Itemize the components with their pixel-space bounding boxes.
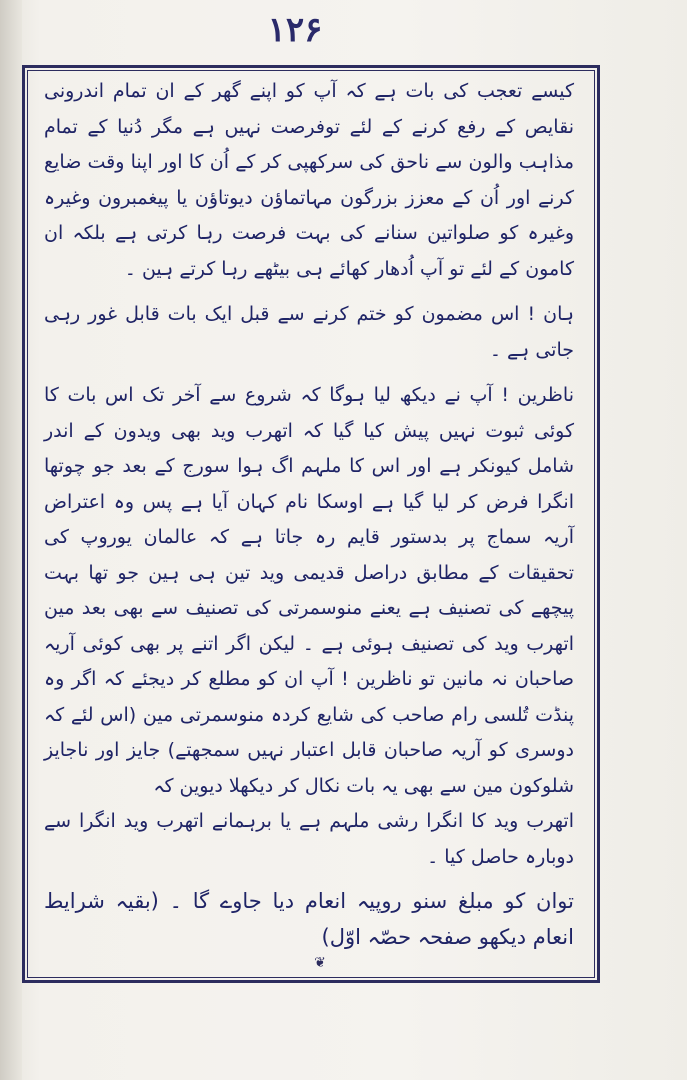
page-body-text: [44, 74, 574, 955]
paragraph-2: ہان ! اس مضمون کو ختم کرنے سے قبل ایک بات قابل غور رہی جاتی ہے ۔: [44, 303, 574, 361]
paragraph-1: کیسے تعجب کی بات ہے کہ آپ کو اپنے گھر کے ان تمام اندرونی نقایص کے رفع کرنے کے لئے توفرصت نہیں ہے مگر دُنیا کے تمام مذاہب والون سے ناحق کی سرکھپی کر کے اُن کا اور اپنا وقت ضایع کرنے اور اُن کے معزز بزرگون مہاتماؤن دیوتاؤن یا پیغمبرون وغیرہ وغیرہ کو صلواتین سنانے کی بہت فرصت رہا کرتی ہے بلکہ ان کامون کے لئے تو آپ اُدھار کھائے ہی بیٹھے رہا کرتے ہین ۔: [44, 80, 574, 280]
book-spine-shadow: [0, 0, 22, 1080]
paragraph-3: ناظرین ! آپ نے دیکھ لیا ہوگا کہ شروع سے آخر تک اس بات کا کوئی ثبوت نہیں پیش کیا گیا کہ اتھرب وید بھی ویدون کے اندر شامل کیونکر ہے اور اس کا ملہم اگ ہوا سورج کے بعد جو چوتھا انگرا فرض کر لیا گیا ہے اوسکا نام کہان آیا ہے پس وہ اعتراض آریہ سماج پر بدستور قایم رہ جاتا ہے کہ عالمان یوروپ کی تحقیقات کے مطابق دراصل قدیمی وید تین ہی ہین جو تھا بہت پیچھے کی تصنیف ہے یعنے منوسمرتی کی تصنیف سے بھی بعد مین اتھرب وید کی تصنیف ہوئی ہے ۔ لیکن اگر اتنے پر بھی کوئی آریہ صاحبان نہ مانین تو ناظرین ! آپ ان کو مطلع کر دیجئے کہ اگر وہ پنڈت تُلسی رام صاحب کی شایع کردہ منوسمرتی مین (اس لئے کہ دوسری کو آریہ صاحبان قابل اعتبار نہیں سمجھتے) جایز اور ناجایز شلوکون مین سے بھی یہ بات نکال کر دیکھلا دیوین کہ: [44, 384, 574, 797]
ornament-icon: ❦: [314, 955, 326, 971]
paragraph-4: اتھرب وید کا انگرا رشی ملہم ہے یا برہمانے اتھرب وید انگرا سے دوبارہ حاصل کیا ۔: [44, 810, 574, 868]
closing-statement: توان کو مبلغ سنو روپیہ انعام دیا جاوے گا ۔ (بقیہ شرایط انعام دیکھو صفحہ حصّہ اوّل): [44, 889, 574, 949]
page-number: ۱۲۶: [267, 10, 323, 50]
